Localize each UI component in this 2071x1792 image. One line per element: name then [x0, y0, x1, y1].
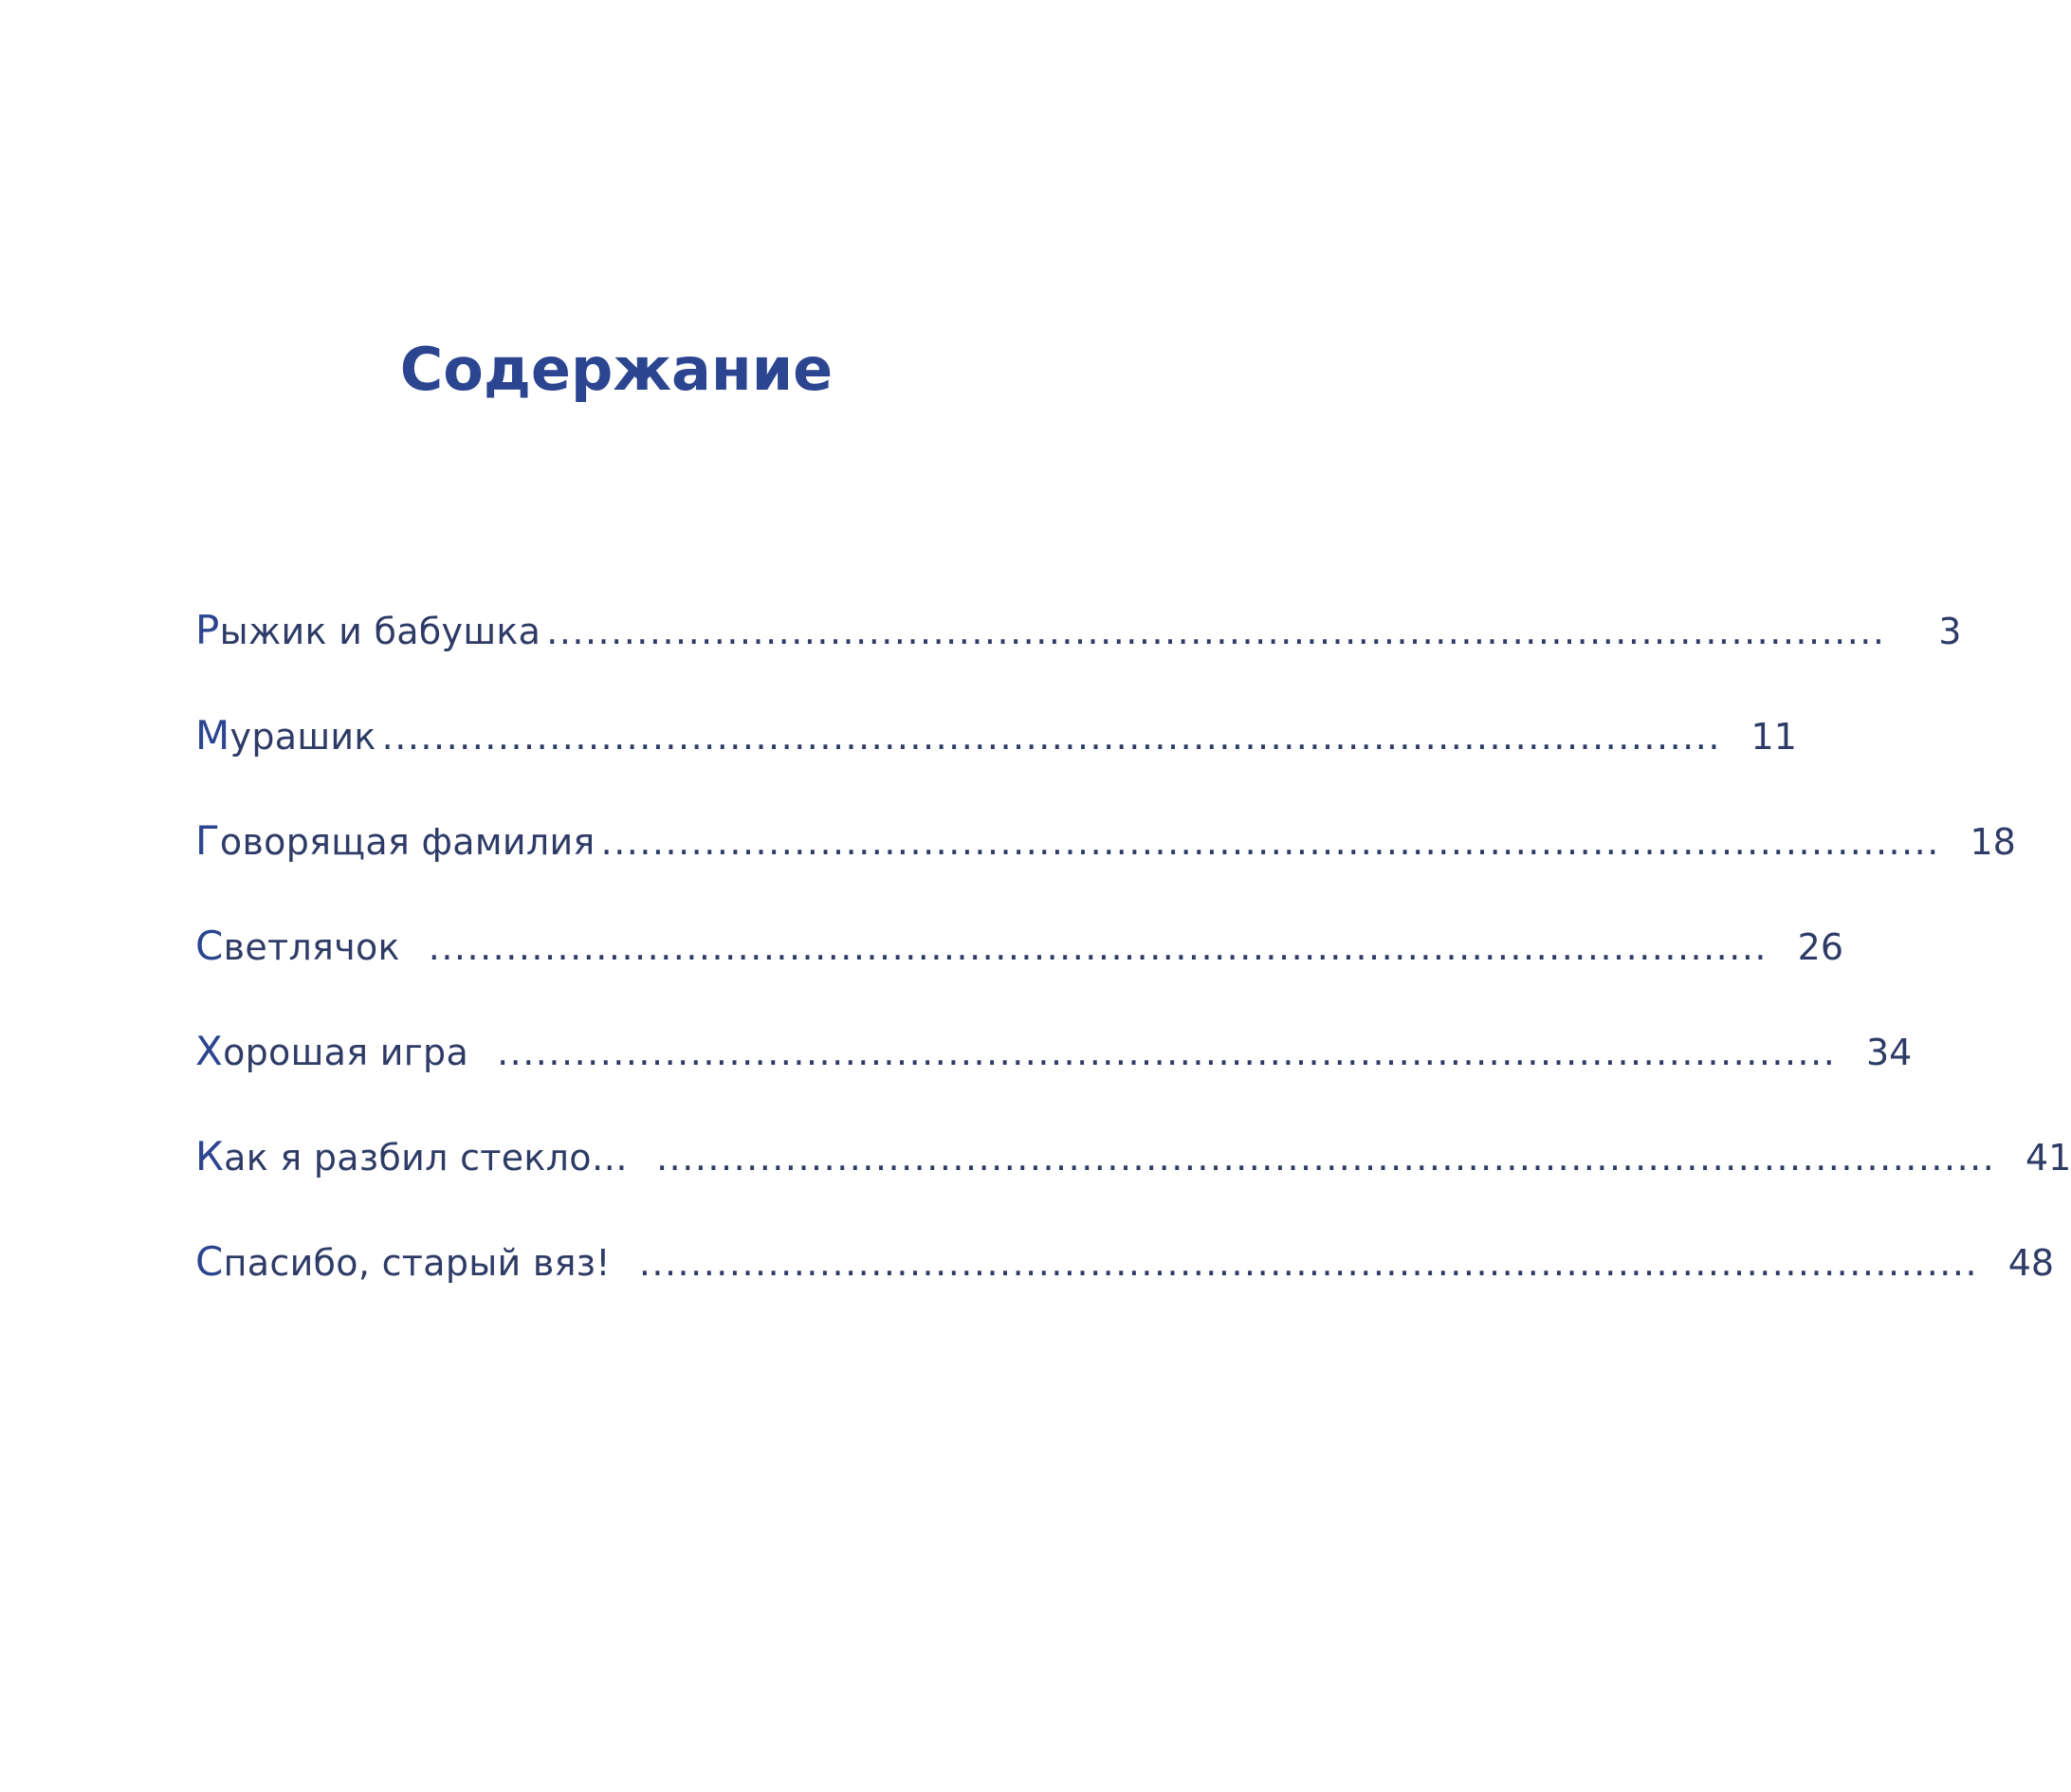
toc-entry-page: 48 — [2007, 1242, 2055, 1284]
toc-entry-page: 34 — [1865, 1032, 1913, 1073]
toc-entry-title — [195, 1018, 468, 1086]
toc-entry[interactable] — [195, 703, 1797, 808]
toc-entry-title — [195, 808, 596, 875]
dot-leader: ........................................................................................................ — [546, 611, 1886, 652]
toc-entry[interactable] — [195, 1229, 2055, 1334]
toc-entry-initial: К — [195, 1133, 225, 1179]
table-of-contents — [195, 597, 2071, 1334]
toc-entry-title-rest: урашик — [229, 716, 376, 758]
toc-entry[interactable] — [195, 808, 2016, 913]
toc-entry-title-rest: ак я разбил стекло… — [224, 1137, 629, 1179]
page-title: Содержание — [399, 335, 834, 404]
toc-entry-initial: Х — [195, 1028, 224, 1074]
toc-entry-page: 11 — [1750, 716, 1797, 758]
toc-entry-page: 41 — [2025, 1137, 2071, 1179]
toc-entry-initial: Г — [195, 817, 220, 864]
dot-leader: ........................................................................................................ — [656, 1137, 1996, 1179]
toc-entry-initial: С — [195, 1238, 224, 1285]
toc-entry-page: 26 — [1797, 926, 1843, 968]
dot-leader: ........................................................................................................ — [638, 1242, 1979, 1284]
toc-entry-page: 18 — [1970, 821, 2016, 863]
toc-entry[interactable] — [195, 1124, 2071, 1229]
toc-entry-title-rest: оворящая фамилия — [219, 821, 596, 863]
toc-entry-title — [195, 597, 541, 665]
toc-entry[interactable] — [195, 913, 1843, 1018]
toc-entry-title-rest: ыжик и бабушка — [219, 611, 541, 652]
dot-leader: ........................................................................................................ — [600, 821, 1940, 863]
toc-entry-page: 3 — [1938, 611, 1962, 652]
toc-entry-title — [195, 1229, 611, 1296]
toc-entry-title-rest: орошая игра — [223, 1032, 469, 1073]
dot-leader: ........................................................................................................ — [381, 716, 1721, 758]
toc-entry-title — [195, 703, 376, 770]
toc-entry[interactable] — [195, 1018, 1913, 1124]
toc-entry-initial: Р — [195, 607, 220, 653]
toc-entry-title — [195, 913, 400, 980]
toc-entry-title — [195, 1124, 628, 1191]
toc-entry-initial: С — [195, 923, 224, 969]
toc-entry[interactable] — [195, 597, 1962, 703]
toc-entry-initial: М — [195, 712, 230, 759]
toc-entry-title-rest: пасибо, старый вяз! — [223, 1242, 611, 1284]
dot-leader: ........................................................................................................ — [428, 926, 1768, 968]
toc-entry-title-rest: ветлячок — [223, 926, 400, 968]
dot-leader: ........................................................................................................ — [497, 1032, 1837, 1073]
